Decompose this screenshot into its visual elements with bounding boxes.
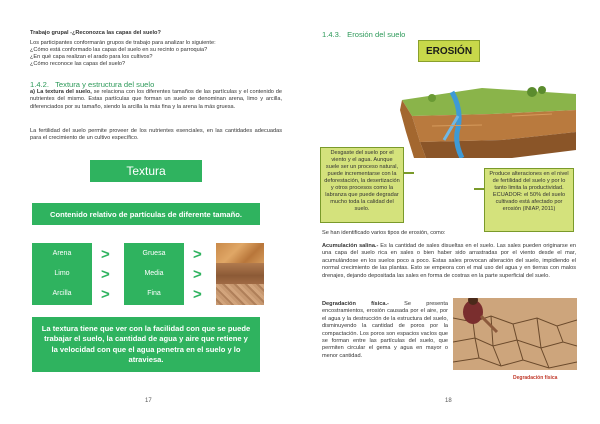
arrow-icon: >: [101, 246, 110, 263]
callout-erosion-definition: Desgaste del suelo por el viento y el agua. Aunque suele ser un proceso natural, puede incrementarse con la deforestación, la desertización y otros procesos como la labranza que puede degradar mucho toda la calidad del suelo.: [320, 147, 404, 223]
particle-clay: Arcilla: [52, 290, 72, 297]
texture-summary: La textura tiene que ver con la facilidad con que se puede trabajar el suelo, la cantidad de agua y aire que retiene y la velocidad con que el agua penetra en el suelo y lo atraviesa.: [32, 317, 260, 372]
arrow-icon: >: [193, 266, 202, 283]
diagram-subtitle: Contenido relativo de partículas de diferente tamaño.: [32, 203, 260, 225]
particle-sand: Arena: [52, 250, 72, 257]
physical-text: Se presenta encostramientos, erosión causada por el aire, por el agua y la destrucción de la estructura del suelo, disminuyendo la cantidad de poros por la compactación. Los poros son espacios vacíos que se forman entre las partículas del suelo, que permiten circular el gema y agua en mayor o menor cantidad.: [322, 301, 448, 359]
section-heading-erosion: [322, 30, 522, 39]
fertility-paragraph: La fertilidad del suelo permite proveer de los nutrientes esenciales, en las cantidades adecuadas para el crecimiento de un cultivo específico.: [30, 128, 282, 142]
physical-degradation-paragraph: [322, 301, 448, 360]
physical-degradation-photo: [453, 298, 577, 370]
connector-line: [404, 172, 414, 174]
texture-paragraph: [30, 89, 282, 111]
cracked-soil-icon: [453, 298, 577, 370]
arrow-icon: >: [193, 246, 202, 263]
texture-text: se relaciona con los diferentes tamaños de las partículas y el contenido de nutrientes del mismo. Estas partículas que forman un suelo se denominan arena, limo y arcilla, diferenciados por su tamaño, siendo la arcilla la más fina y la arena la más gruesa.: [30, 89, 282, 110]
sand-swatch: [216, 243, 264, 263]
question-3: ¿Cómo reconoce las capas del suelo?: [30, 61, 126, 67]
salinity-paragraph: [322, 243, 576, 280]
callout-erosion-effects: Produce alteraciones en el nivel de fertilidad del suelo y por lo tanto limita la productividad. ECUADOR: el 50% del suelo cultivado está afectado por erosión (INIAP, 2011): [484, 168, 574, 232]
physical-label: Degradación física.-: [322, 301, 389, 307]
salinity-text: Es la cantidad de sales disueltas en el suelo. Las sales pueden originarse en una capa del suelo rica en sales o bien haber sido arrastradas por el viento desde el mar, acumulándose en los suelos poco a poco. Estas sales provocan alteración del suelo, impidiendo el normal crecimiento de las plantas. Esto se empeora con el mal uso del agua y en tierras con malos drenajes, dejando depositada las sales en forma de costras en la parte superficial del suelo.: [322, 243, 576, 279]
connector-line: [474, 188, 484, 190]
question-1: ¿Cómo está conformado las capas del suelo en su recinto o parroquia?: [30, 47, 208, 53]
arrow-icon: >: [101, 266, 110, 283]
question-2: ¿En qué capa realizan el arado para los cultivos?: [30, 54, 153, 60]
group-work-intro: Los participantes conformarán grupos de trabajo para analizar lo siguiente:: [30, 40, 216, 46]
right-page: [300, 0, 600, 424]
erosion-types-intro: Se han identificado varios tipos de erosión, como:: [322, 230, 446, 236]
salinity-label: Acumulación salina.-: [322, 243, 379, 249]
particles-box: [32, 243, 92, 305]
silt-swatch: [216, 263, 264, 284]
group-work-title: Trabajo grupal -¿Reconozca las capas del suelo?: [30, 30, 161, 36]
erosion-banner: EROSIÓN: [418, 40, 480, 62]
erosion-illustration: [392, 70, 576, 158]
clay-swatch: [216, 284, 264, 305]
size-fine: Fina: [147, 290, 161, 297]
page-number-left: 17: [145, 398, 152, 404]
section-title: Textura y estructura del suelo: [55, 80, 155, 89]
size-coarse: Gruesa: [142, 250, 166, 257]
section-number: 1.4.3.: [322, 30, 341, 39]
erosion-landscape-icon: [392, 70, 576, 158]
texture-label: a) La textura del suelo,: [30, 89, 92, 95]
section-title: Erosión del suelo: [347, 30, 406, 39]
arrow-icon: >: [101, 286, 110, 303]
sizes-box: [124, 243, 184, 305]
section-number: 1.4.2.: [30, 80, 49, 89]
photo-caption: Degradación física: [513, 375, 558, 381]
section-heading-texture: [30, 80, 280, 89]
arrow-icon: >: [193, 286, 202, 303]
size-medium: Media: [144, 270, 164, 277]
soil-texture-images: [216, 243, 264, 305]
page-number-right: 18: [445, 398, 452, 404]
diagram-title: Textura: [90, 160, 202, 182]
particle-silt: Limo: [54, 270, 70, 277]
